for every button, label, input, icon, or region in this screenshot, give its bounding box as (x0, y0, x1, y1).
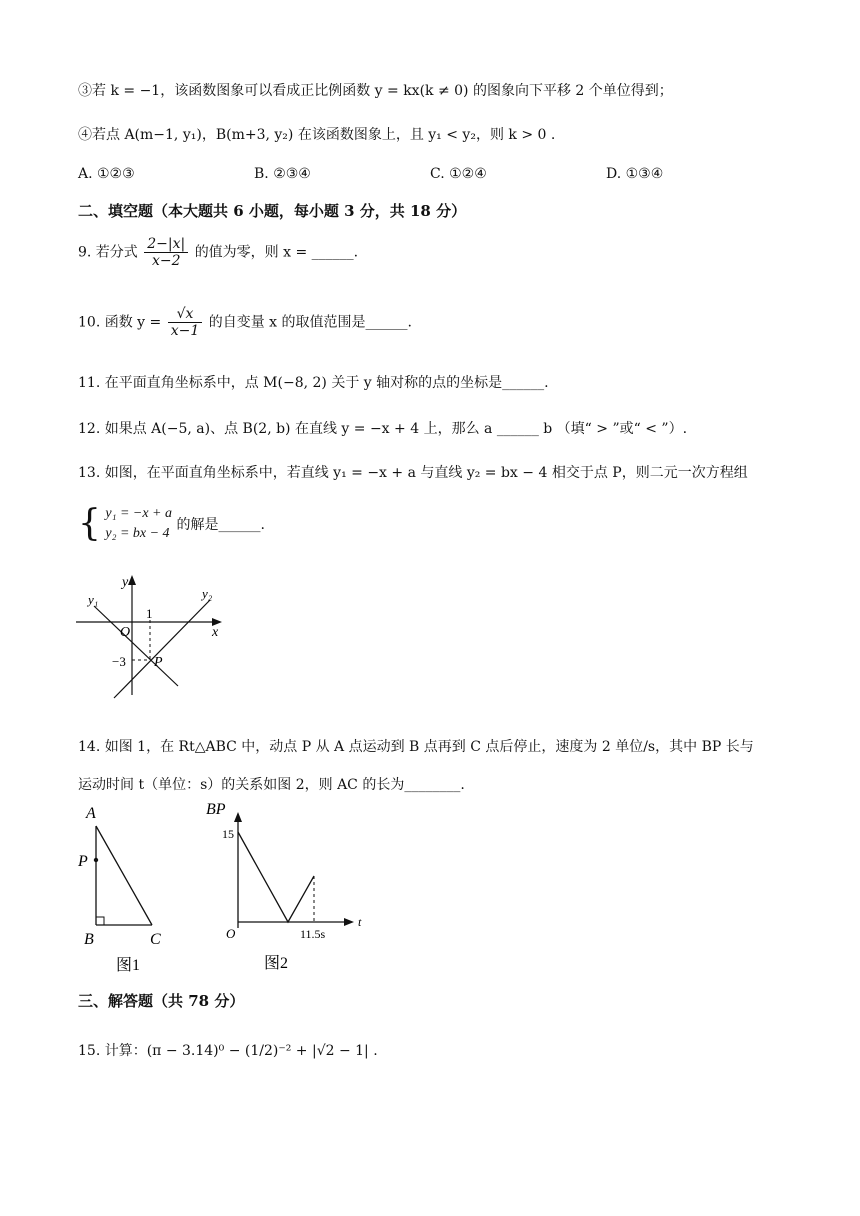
brace-icon: { (78, 503, 101, 544)
tick-y-label: −3 (112, 654, 126, 669)
question-11: 11. 在平面直角坐标系中，点 M(−8, 2) 关于 y 轴对称的点的坐标是______. (78, 375, 549, 391)
q10-numerator: √x (168, 306, 203, 323)
q13-eq1: y₁ = −x + a (105, 506, 172, 521)
q13-eq2: y₂ = bx − 4 (105, 526, 170, 541)
choice-d: D. ①③④ (606, 166, 664, 182)
q9-suffix: 的值为零，则 x = ______. (194, 244, 359, 261)
right-angle-icon (96, 917, 104, 925)
question-14-line-1: 14. 如图 1，在 Rt△ABC 中，动点 P 从 A 点运动到 B 点再到 C 点后停止，速度为 2 单位/s，其中 BP 长与 (78, 739, 754, 755)
question-15: 15. 计算：(π − 3.14)⁰ − (1/2)⁻² + |√2 − 1| . (78, 1043, 378, 1059)
label-y2: y₂ (202, 586, 213, 601)
vertex-a-label: A (86, 805, 96, 822)
point-p-dot (94, 858, 98, 862)
line-y2 (114, 600, 210, 698)
section-3-heading: 三、解答题（共 78 分） (78, 992, 245, 1010)
point-p-label: P (78, 853, 88, 870)
bp-graph (238, 832, 314, 922)
q10-suffix: 的自变量 x 的取值范围是______. (208, 314, 412, 331)
origin-label: O (120, 625, 131, 640)
point-p-label: P (154, 655, 163, 670)
q8-item-3: ③若 k = −1，该函数图象可以看成正比例函数 y = kx(k ≠ 0) 的图象向下平移 2 个单位得到； (78, 83, 673, 99)
x-axis-label: x (212, 625, 219, 640)
question-10 (78, 306, 412, 339)
y-axis-label: BP (206, 801, 226, 818)
q9-denominator: x−2 (151, 253, 181, 269)
y-arrow-icon (128, 575, 136, 585)
q10-denominator: x−1 (170, 323, 200, 339)
question-9 (78, 236, 358, 269)
side-ac (96, 826, 152, 925)
fig2-caption: 图2 (264, 955, 289, 972)
choice-c: C. ①②④ (430, 166, 487, 182)
q13-equations (105, 504, 172, 544)
question-14-line-2: 运动时间 t（单位：s）的关系如图 2，则 AC 的长为________. (78, 777, 465, 793)
fig1-caption: 图1 (116, 957, 141, 974)
tick-x-label: 1 (146, 606, 153, 621)
q14-figure-1 (74, 800, 184, 976)
choice-b: B. ②③④ (254, 166, 311, 182)
q10-prefix: 10. 函数 y = (78, 314, 162, 331)
label-y1: y₁ (88, 592, 99, 607)
vertex-b-label: B (84, 931, 94, 948)
q9-fraction (144, 236, 188, 269)
y-arrow-icon (234, 812, 242, 822)
q9-prefix: 9. 若分式 (78, 244, 138, 261)
section-2-heading: 二、填空题（本大题共 6 小题，每小题 3 分，共 18 分） (78, 202, 467, 220)
y-axis-label: y (122, 575, 129, 590)
y-tick-label: 15 (222, 827, 234, 841)
q13-system (78, 504, 265, 544)
x-tick-label: 11.5s (300, 927, 326, 941)
question-12: 12. 如果点 A(−5, a)、点 B(2, b) 在直线 y = −x + 4 上，那么 a ______ b （填“ > ”或“ < ”）. (78, 421, 688, 437)
x-axis-label: t (358, 915, 362, 929)
q9-numerator: 2−|x| (144, 236, 188, 253)
q14-figure-2 (200, 798, 380, 978)
question-13: 13. 如图，在平面直角坐标系中，若直线 y₁ = −x + a 与直线 y₂ = bx − 4 相交于点 P，则二元一次方程组 (78, 465, 748, 481)
q13-figure (74, 570, 234, 705)
choice-a: A. ①②③ (78, 166, 135, 182)
x-arrow-icon (344, 918, 354, 926)
vertex-c-label: C (150, 931, 161, 948)
origin-label: O (226, 926, 236, 941)
q8-item-4: ④若点 A(m−1, y₁)，B(m+3, y₂) 在该函数图象上，且 y₁ < y₂，则 k > 0 . (78, 127, 556, 143)
q13-suffix: 的解是______. (176, 517, 265, 533)
q10-fraction (168, 306, 203, 339)
